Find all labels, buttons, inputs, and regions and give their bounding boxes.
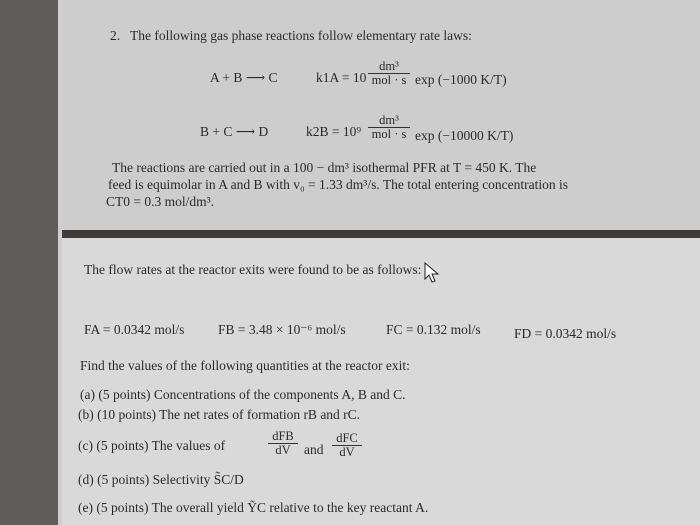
reaction1-equation: A + B ⟶ C <box>210 70 278 85</box>
problem-intro: The following gas phase reactions follow elementary rate laws: <box>130 28 472 43</box>
question-c-frac1-num: dFB <box>268 430 298 444</box>
question-c-frac2-num: dFC <box>332 432 362 446</box>
flow-rate-FB: FB = 3.48 × 10⁻⁶ mol/s <box>218 322 346 337</box>
flow-rate-FD: FD = 0.0342 mol/s <box>514 326 617 341</box>
question-c-fraction-dFC <box>332 432 362 459</box>
reaction1-rate-constant: k1A = 10 <box>316 70 367 85</box>
flow-rate-FC: FC = 0.132 mol/s <box>386 322 481 337</box>
question-c-prefix: (c) (5 points) The values of <box>78 438 226 453</box>
conditions-line-1: The reactions are carried out in a 100 − dm³ isothermal PFR at T = 450 K. The <box>112 160 537 175</box>
reaction1-units-den: mol · s <box>371 73 407 87</box>
question-e: (e) (5 points) The overall yield ỸC relative to the key reactant A. <box>78 500 429 515</box>
reaction1-units-fraction <box>368 60 410 87</box>
reaction2-rate-constant: k2B = 10⁹ <box>306 124 362 139</box>
question-a: (a) (5 points) Concentrations of the components A, B and C. <box>80 387 406 402</box>
reaction2-units-den: mol · s <box>371 127 407 141</box>
reaction1-units-num: dm³ <box>368 60 410 74</box>
reaction2-equation: B + C ⟶ D <box>200 124 269 139</box>
question-c-fraction-dFB <box>268 430 298 457</box>
question-b: (b) (10 points) The net rates of formation rB and rC. <box>78 407 361 422</box>
conditions-line-2: feed is equimolar in A and B with v₀ = 1.33 dm³/s. The total entering concentration is <box>108 177 569 192</box>
questions-intro: Find the values of the following quantities at the reactor exit: <box>80 358 410 373</box>
problem-number: 2. <box>110 28 121 43</box>
flow-rate-FA: FA = 0.0342 mol/s <box>84 322 185 337</box>
reaction2-units-fraction <box>368 114 410 141</box>
question-c-frac2-den: dV <box>339 445 355 459</box>
question-c-frac1-den: dV <box>275 443 291 457</box>
question-c-and: and <box>304 442 324 457</box>
results-intro: The flow rates at the reactor exits were found to be as follows: <box>84 262 422 277</box>
reaction1-exp-term: exp (−1000 K/T) <box>415 72 507 87</box>
reaction2-units-num: dm³ <box>368 114 410 128</box>
conditions-line-3: CT0 = 0.3 mol/dm³. <box>106 194 215 209</box>
question-d: (d) (5 points) Selectivity S̃C/D <box>78 472 244 487</box>
reaction2-exp-term: exp (−10000 K/T) <box>415 128 514 143</box>
page-divider <box>62 230 700 238</box>
mouse-cursor-icon <box>424 262 440 284</box>
